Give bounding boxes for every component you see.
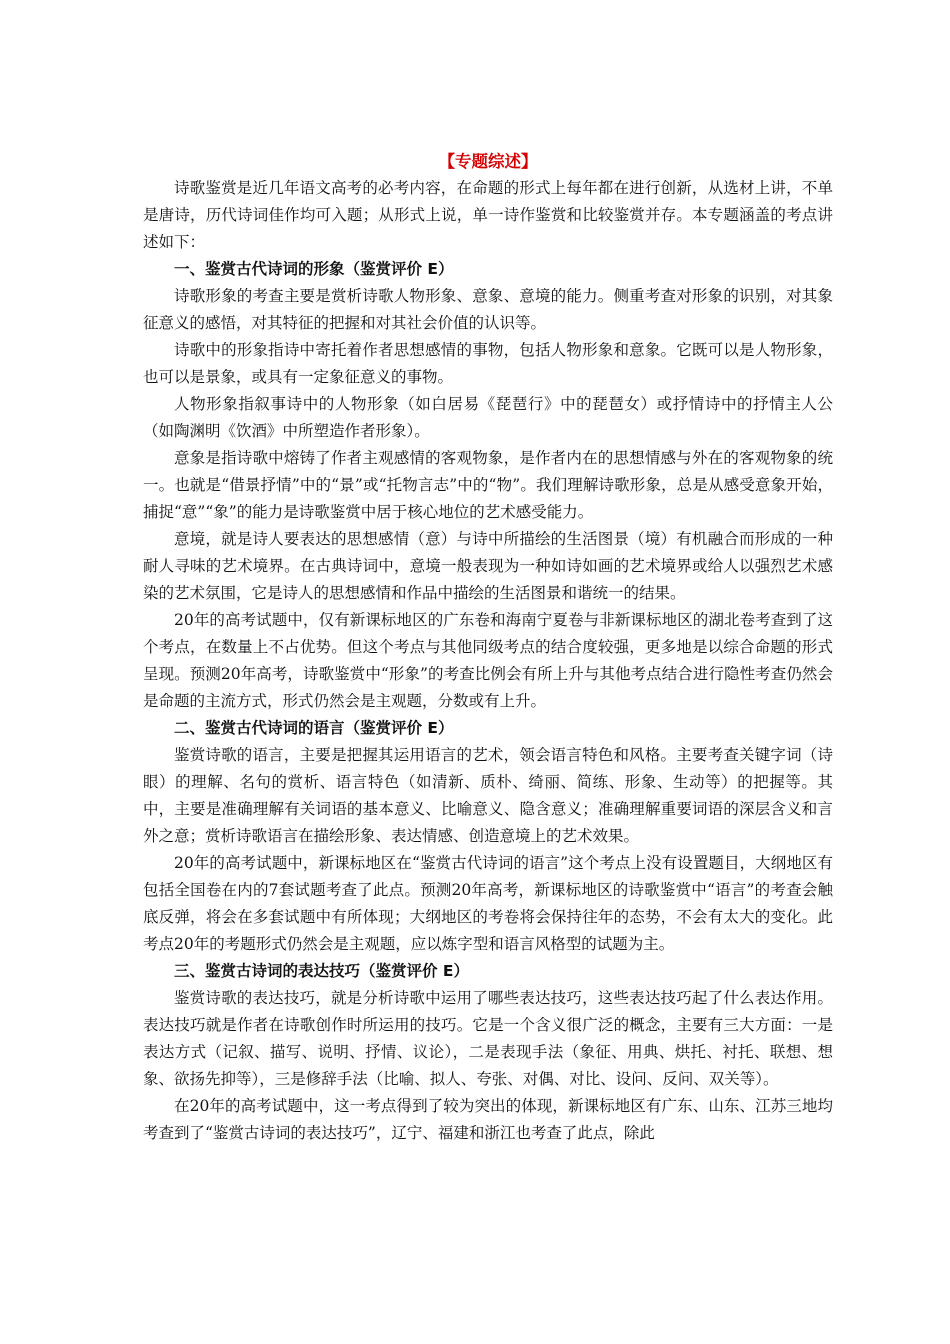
paragraph: 20年的高考试题中，新课标地区在“鉴赏古代诗词的语言”这个考点上没有设置题目，大纲地区有包括全国卷在内的7套试题考查了此点。预测20年高考，新课标地区的诗歌鉴赏中“语言”的考查会触底反弹，将会在多套试题中有所体现；大纲地区的考卷将会保持往年的态势，不会有太大的变化。此考点20年的考题形式仍然会是主观题，应以炼字型和语言风格型的试题为主。 [143, 854, 833, 953]
section-heading-1: 一、鉴赏古代诗词的形象（鉴赏评价 E） [174, 260, 454, 278]
paragraph: 意象是指诗歌中熔铸了作者主观感情的客观物象，是作者内在的思想情感与外在的客观物象的统一。也就是“借景抒情”中的“景”或“托物言志”中的“物”。我们理解诗歌形象，总是从感受意象开始，捕捉“意”“象”的能力是诗歌鉴赏中居于核心地位的艺术感受能力。 [143, 449, 833, 521]
paragraph: 鉴赏诗歌的表达技巧，就是分析诗歌中运用了哪些表达技巧，这些表达技巧起了什么表达作用。表达技巧就是作者在诗歌创作时所运用的技巧。它是一个含义很广泛的概念，主要有三大方面：一是表达方式（记叙、描写、说明、抒情、议论），二是表现手法（象征、用典、烘托、衬托、联想、想象、欲扬先抑等），三是修辞手法（比喻、拟人、夸张、对偶、对比、设问、反问、双关等）。 [143, 989, 833, 1088]
paragraph: 鉴赏诗歌的语言，主要是把握其运用语言的艺术，领会语言特色和风格。主要考查关键字词（诗眼）的理解、名句的赏析、语言特色（如清新、质朴、绮丽、简练、形象、生动等）的把握等。其中，主要是准确理解有关词语的基本意义、比喻意义、隐含意义；准确理解重要词语的深层含义和言外之意；赏析诗歌语言在描绘形象、表达情感、创造意境上的艺术效果。 [143, 746, 833, 845]
page-title: 【专题综述】 [438, 152, 538, 171]
intro-paragraph: 诗歌鉴赏是近几年语文高考的必考内容，在命题的形式上每年都在进行创新，从选材上讲，不单是唐诗，历代诗词佳作均可入题；从形式上说，单一诗作鉴赏和比较鉴赏并存。本专题涵盖的考点讲述如下： [143, 179, 833, 251]
paragraph: 诗歌中的形象指诗中寄托着作者思想感情的事物，包括人物形象和意象。它既可以是人物形象，也可以是景象，或具有一定象征意义的事物。 [143, 341, 833, 386]
section-heading-3: 三、鉴赏古诗词的表达技巧（鉴赏评价 E） [174, 962, 469, 980]
document-page [143, 148, 833, 1147]
paragraph: 20年的高考试题中，仅有新课标地区的广东卷和海南宁夏卷与非新课标地区的湖北卷考查到了这个考点，在数量上不占优势。但这个考点与其他同级考点的结合度较强，更多地是以综合命题的形式呈现。预测20年高考，诗歌鉴赏中“形象”的考查比例会有所上升与其他考点结合进行隐性考查仍然会是命题的主流方式，形式仍然会是主观题，分数或有上升。 [143, 611, 833, 710]
section-heading-2: 二、鉴赏古代诗词的语言（鉴赏评价 E） [174, 719, 454, 737]
paragraph: 诗歌形象的考查主要是赏析诗歌人物形象、意象、意境的能力。侧重考查对形象的识别，对其象征意义的感悟，对其特征的把握和对其社会价值的认识等。 [143, 287, 833, 332]
paragraph: 意境，就是诗人要表达的思想感情（意）与诗中所描绘的生活图景（境）有机融合而形成的一种耐人寻味的艺术境界。在古典诗词中，意境一般表现为一种如诗如画的艺术境界或给人以强烈艺术感染的艺术氛围，它是诗人的思想感情和作品中描绘的生活图景和谐统一的结果。 [143, 530, 833, 602]
paragraph: 人物形象指叙事诗中的人物形象（如白居易《琵琶行》中的琵琶女）或抒情诗中的抒情主人公（如陶渊明《饮酒》中所塑造作者形象）。 [143, 395, 833, 440]
paragraph: 在20年的高考试题中，这一考点得到了较为突出的体现，新课标地区有广东、山东、江苏三地均考查到了“鉴赏古诗词的表达技巧”，辽宁、福建和浙江也考查了此点，除此 [143, 1097, 833, 1142]
